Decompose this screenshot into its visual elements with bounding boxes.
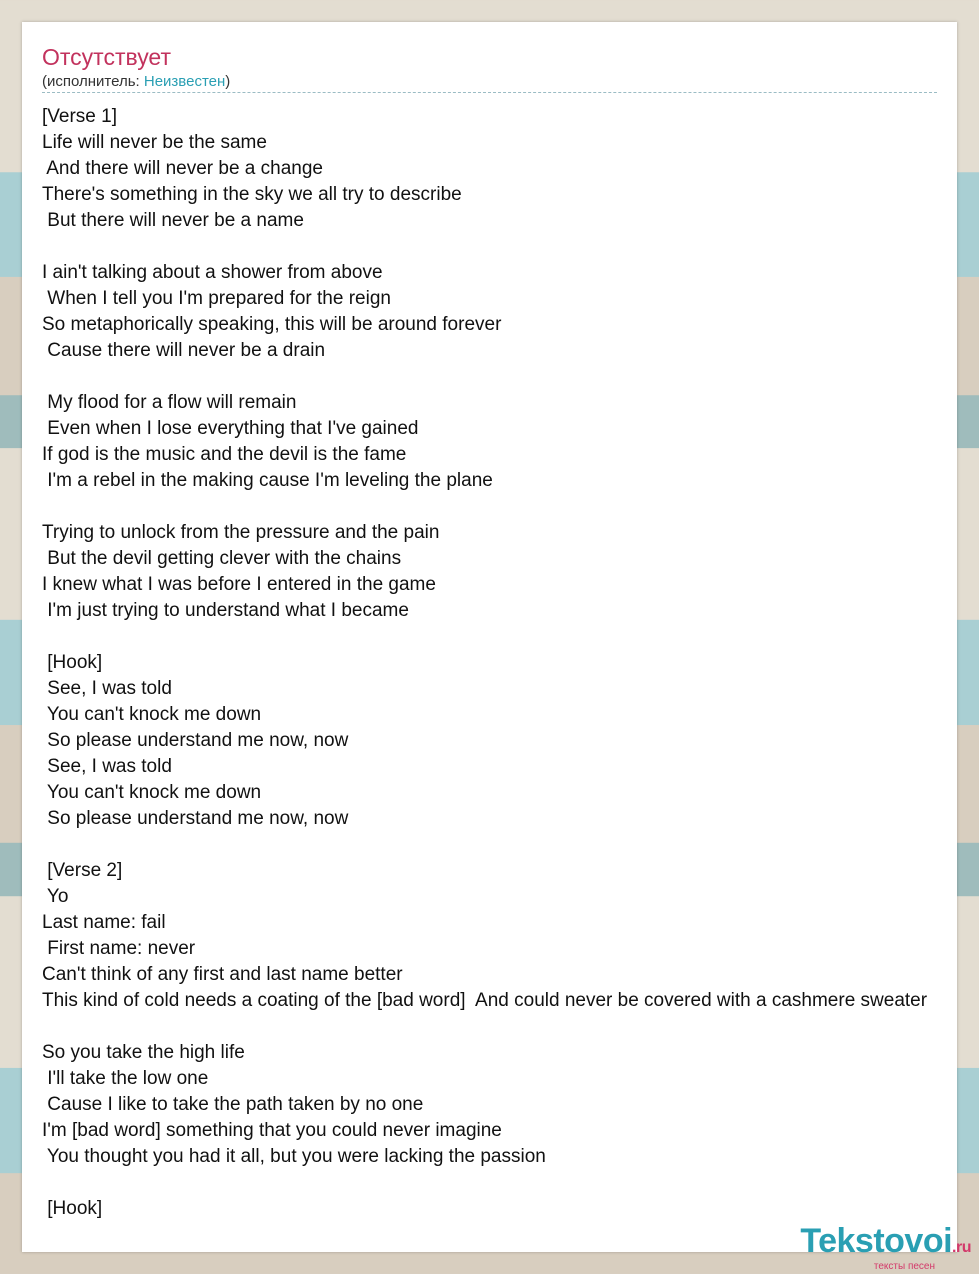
lyric-line <box>42 364 979 390</box>
lyric-line <box>42 832 979 858</box>
lyric-line <box>42 624 979 650</box>
lyric-line: There's something in the sky we all try to describe <box>42 184 462 205</box>
lyrics-text <box>42 104 979 1222</box>
lyric-line: I'm just trying to understand what I became <box>42 600 409 621</box>
lyric-line: When I tell you I'm prepared for the reign <box>42 288 391 309</box>
lyric-line <box>42 1014 979 1040</box>
lyric-line: See, I was told <box>42 756 172 777</box>
lyric-line: I knew what I was before I entered in the game <box>42 574 436 595</box>
lyric-line: This kind of cold needs a coating of the [bad word] And could never be covered with a cashmere sweater <box>42 990 928 1011</box>
lyric-line: Trying to unlock from the pressure and the pain <box>42 522 440 543</box>
lyric-line: I'll take the low one <box>42 1068 209 1089</box>
lyrics-page <box>22 22 957 1252</box>
lyric-line: If god is the music and the devil is the fame <box>42 444 407 465</box>
lyric-line: [Hook] <box>42 652 103 673</box>
lyric-line: Can't think of any first and last name better <box>42 964 403 985</box>
lyric-line: So metaphorically speaking, this will be around forever <box>42 314 502 335</box>
lyric-line: Cause there will never be a drain <box>42 340 326 361</box>
lyric-line: Cause I like to take the path taken by no one <box>42 1094 424 1115</box>
artist-prefix: (исполнитель: <box>42 73 144 90</box>
lyric-line <box>42 1170 979 1196</box>
lyric-line: You thought you had it all, but you were lacking the passion <box>42 1146 546 1167</box>
artist-line <box>42 73 230 91</box>
logo-tagline: тексты песен <box>873 1261 935 1272</box>
site-logo[interactable] <box>800 1224 971 1272</box>
lyric-line: Last name: fail <box>42 912 166 933</box>
lyric-line: But there will never be a name <box>42 210 304 231</box>
lyric-line: I'm [bad word] something that you could never imagine <box>42 1120 502 1141</box>
logo-tld: .ru <box>952 1239 971 1256</box>
lyric-line: Life will never be the same <box>42 132 267 153</box>
artist-link[interactable]: Неизвестен <box>143 73 226 90</box>
lyric-line: Yo <box>42 886 69 907</box>
lyric-line: And there will never be a change <box>42 158 323 179</box>
song-title: Отсутствует <box>42 44 171 70</box>
lyric-line: You can't knock me down <box>42 704 262 725</box>
lyric-line: So please understand me now, now <box>42 730 349 751</box>
logo-wordmark: Tekstovoi <box>800 1222 953 1260</box>
lyric-line: [Verse 2] <box>42 860 123 881</box>
artist-suffix: ) <box>225 73 231 90</box>
lyric-line: [Hook] <box>42 1198 103 1219</box>
header-divider <box>42 92 937 93</box>
lyric-line: See, I was told <box>42 678 172 699</box>
lyric-line: First name: never <box>42 938 196 959</box>
lyric-line <box>42 234 979 260</box>
lyric-line: But the devil getting clever with the chains <box>42 548 402 569</box>
lyric-line: You can't knock me down <box>42 782 262 803</box>
lyric-line: I'm a rebel in the making cause I'm leveling the plane <box>42 470 493 491</box>
lyric-line: I ain't talking about a shower from above <box>42 262 383 283</box>
lyric-line: So please understand me now, now <box>42 808 349 829</box>
lyric-line: [Verse 1] <box>42 106 117 127</box>
lyric-line: So you take the high life <box>42 1042 245 1063</box>
lyric-line <box>42 494 979 520</box>
lyric-line: My flood for a flow will remain <box>42 392 297 413</box>
lyric-line: Even when I lose everything that I've gained <box>42 418 419 439</box>
